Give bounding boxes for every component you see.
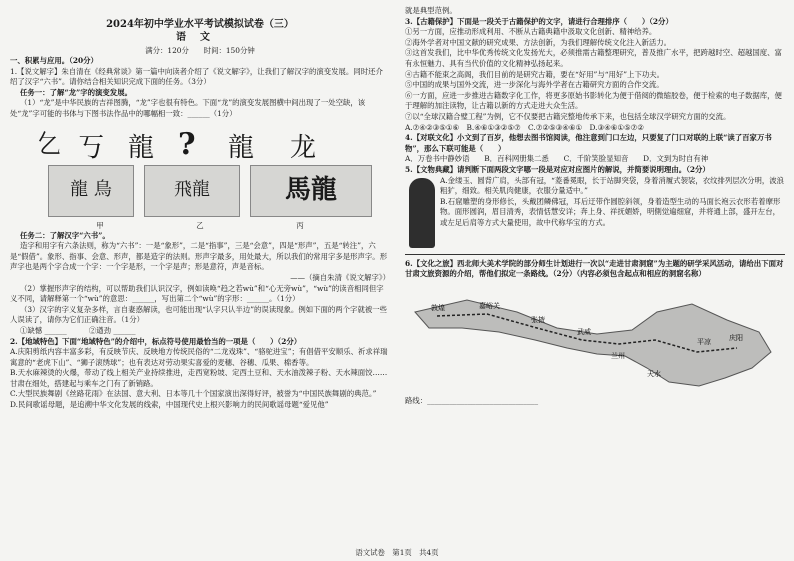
q2-option-c: C.大型民族舞剧《丝路花雨》在法国、意大利、日本等几十个国家演出深得好评，被誉为“中国民族舞剧的典范。”	[10, 389, 377, 399]
q5-title: 5.【文物典藏】请判断下面两段文字哪一段是对应对应图片的解说，并简要说明理由。（2分）	[405, 164, 710, 174]
map-label-zhangye: 张掖	[531, 315, 545, 324]
caption-bing: 丙	[296, 220, 304, 230]
map-label-lanzhou: 兰州	[611, 351, 625, 360]
q1-part2: （2）掌握形声字的结构，可以帮助我们认识汉字，例如读唤“趋之若wù”和“心无旁wù”，“wù”的读音相同但字义不同，请解释第一个“wù”的意思：______，写出第二个“wù”的字形：______。（1分）	[10, 283, 384, 304]
liushu-source: ——（摘自朱清《说文解字》）	[290, 272, 390, 282]
q5-option-a: A.金缕玉、圆背广肩，头部有冠，“菱番冕眼，长于站脚突袋，身着消履式袈裟，衣纹排列层次分明，波浪粗犷，细致。相关肌肉健康，衣服分量适中。”	[440, 175, 785, 196]
glyph-bronze: 丂	[78, 132, 105, 163]
q3-item-7: ⑦以“全球汉籍合璧工程”为例，它不仅要把古籍完整地传承下来，也包括全球汉学研究方面的交流。	[405, 111, 731, 121]
map-label-pingliang: 平凉	[697, 337, 711, 346]
q2-option-a: A.庆阳剪纸内容丰富多彩，有反映节庆、反映地方传统民俗的“二龙戏珠”、“骆驼进宝”；有倡借平安顺乐、祈求祥瑞寓意的“老虎下山”、“狮子滚绣球”；也有表达对劳动果实喜爱的麦穗、谷穗、瓜果、棉香等。	[10, 347, 388, 367]
q3-item-5: ⑤中国的成果与国外交流，进一步深化与海外学者在古籍研究方面的合作交流。	[405, 80, 664, 90]
q2-title: 2.【地域特色】下面“地域特色”的介绍中，标点符号使用最恰当的一项是（ ）（2分）	[10, 336, 302, 346]
section-heading: 一、积累与应用。（20分）	[10, 56, 98, 65]
glyph-missing: ?	[178, 126, 196, 162]
q1-part3: （3）汉字的字义复杂多样，言自妻惑解读，也可能出现“认字只认半边”的误读现象。例如下面的两个字就被一些人误读了，请你为它们正确注音。（1分）	[10, 304, 388, 325]
q4-title: 4.【对联文化】小文到了百岁，他想去图书馆阅读，他注意到门口左边，只要复了门口对联的上联“读了百家万书物”，那么下联可能是（ ）	[405, 133, 772, 153]
q3-item-4: ④古籍不能束之高阁，我们目前的是研究古籍，要在“好用”与“用好”上下功夫。	[405, 69, 665, 79]
dragon-evolution-figure	[28, 123, 374, 219]
map-label-jiayuguan: 嘉峪关	[479, 301, 500, 310]
glyph-regular: 龍	[228, 132, 255, 163]
map-label-tianshui: 天水	[647, 369, 661, 378]
q2-option-d: D.民间歌谣母题，是追溯中华文化发展的线索，中国现代史上根兴影响力的民间歌谣母题“爱见他”	[10, 400, 329, 410]
q2-option-b: B.天水麻辣烫的火爆，带动了线上相关产业持续推进，走西宽粉坡、定西土豆和、天水油泼辣子粉、天水辣面饺……甘肃在细处，搭建起与乘车之门有了新销路。	[10, 368, 388, 388]
task-two: 任务二：了解汉字“六书”。	[20, 230, 110, 240]
calligraphy-bing: 馬龍	[250, 165, 372, 217]
caption-jia: 甲	[96, 220, 104, 230]
q6-title: 6.【文化之旅】西北师大美术学院的部分师生计划进行一次以“走进甘肃洞窟”为主题的研学采风活动，请给出下面对甘肃文旅资源的介绍，帮他们拟定一条路线。（2分）（内容必须包含起点和相应的洞窟名称）	[405, 258, 784, 279]
route-answer: 路线：______________________________	[405, 395, 539, 405]
right-column	[405, 6, 785, 406]
q1-intro: 1.【说文解字】朱自清在《经典常谈》第一篇中向读者介绍了《说文解字》，让我们了解汉字的演变发展。同时还介绍了汉字“六书”。请你结合相关知识完成下面的任务。（3分）	[10, 66, 383, 87]
exam-title: 2024年初中学业水平考试模拟试卷（三）	[106, 19, 294, 30]
exam-meta: 满分：120分 时间：150分钟	[145, 46, 255, 55]
q3-item-3: ③这首发我们，比中华优秀传统文化发扬光大，必须推需古籍整理研究，普及推广水平，把跨越时空、超越国度、富有永恒魅力、具有当代价值的文化精神弘扬起来。	[405, 48, 782, 68]
subject-title: 语文	[176, 32, 224, 43]
q5-option-b: B.石窟雕塑的身形修长，头戴团鳞佛冠，耳后迂带作圆腔斜领，身着造型生动的马面长袍云衣形若着摩形物。面形圆润，眉目清秀，表情恬慧安详；奔上身、祥抚媚娇，明側觉遍细窟，并将通上部，盛开左台，或左足后肩等方式大量使用，故中代称华宝的方式。	[440, 196, 781, 227]
q3-item-2: ②海外学者对中国文献的研究成果、方法创新，为我们理解传统文化注入新活力。	[405, 37, 672, 47]
gansu-map	[407, 282, 777, 392]
q3-choices: A.⑦④②③⑤①⑥ B.④⑥①③②⑤⑦ C.⑦②⑤③④⑥① D.③④⑥①⑤⑦②	[405, 122, 644, 132]
q4-options: A．万卷书中静妙语 B．百科网册集二悉 C．千阶笑脸显知音 D．文到为时自有神	[405, 154, 709, 164]
q1-part1: （1）“龙”是中华民族的吉祥图腾，“龙”字也很有特色。下面“龙”的演变发展图横中间出现了一处空缺，该处“龙”字可能的书体与下图书法作品中的哪幅相一致：______（1分）	[10, 98, 366, 118]
glyph-seal: 龍	[128, 132, 155, 163]
glyph-simplified: 龙	[290, 132, 317, 163]
continuation: 就是典型范例。	[405, 6, 457, 15]
q3-item-1: ①另一方面，应推动形成利用、不断从古籍典籍中汲取文化创新、精神给养。	[405, 27, 657, 37]
q3-title: 3.【古籍保护】下面是一段关于古籍保护的文字，请进行合理排序（ ）（2分）	[405, 16, 673, 26]
liushu-text: 造字和用字有六条法则，称为“六书”：一是“象形”，二是“指事”，三是“会意”，四是“形声”，五是“转注”，六是“假借”。象形、指事、会意、形声，都是造字的法则。形声字最多，用处最大，所以我们的常用字多是形声字。形声字也是两个字合成一个字：一个字是形，一个字是声；形是意符，声是音标。	[10, 241, 388, 272]
q5-answer-line	[405, 248, 785, 255]
gansu-outline	[415, 300, 771, 386]
map-label-qingyang: 庆阳	[729, 333, 743, 342]
map-label-dunhuang: 敦煌	[431, 303, 445, 312]
glyph-oracle: 𠃉	[36, 129, 63, 160]
calligraphy-yi: 飛龍	[144, 165, 240, 217]
calligraphy-jia: 龍 鳥	[48, 165, 134, 217]
q1-part3-items: ①缺憾 ______ ②遒劲 ______	[20, 325, 136, 335]
map-label-wuwei: 武威	[577, 327, 591, 336]
figure-captions	[50, 221, 350, 231]
page-footer: 语文试卷 第1页 共4页	[355, 548, 439, 557]
caption-yi: 乙	[196, 220, 204, 230]
left-column	[10, 6, 390, 411]
q3-item-6: ⑥一方面，应进一步推进古籍数字化工作，将更多原始书影转化为便于借阅的微缩胶卷，便于检索的电子数据库，便于理解的加注读物，让古籍以新的方式走进大众生活。	[405, 90, 782, 111]
statue-image	[409, 178, 435, 248]
task-one: 任务一：了解“龙”字的演变发展。	[20, 87, 132, 97]
